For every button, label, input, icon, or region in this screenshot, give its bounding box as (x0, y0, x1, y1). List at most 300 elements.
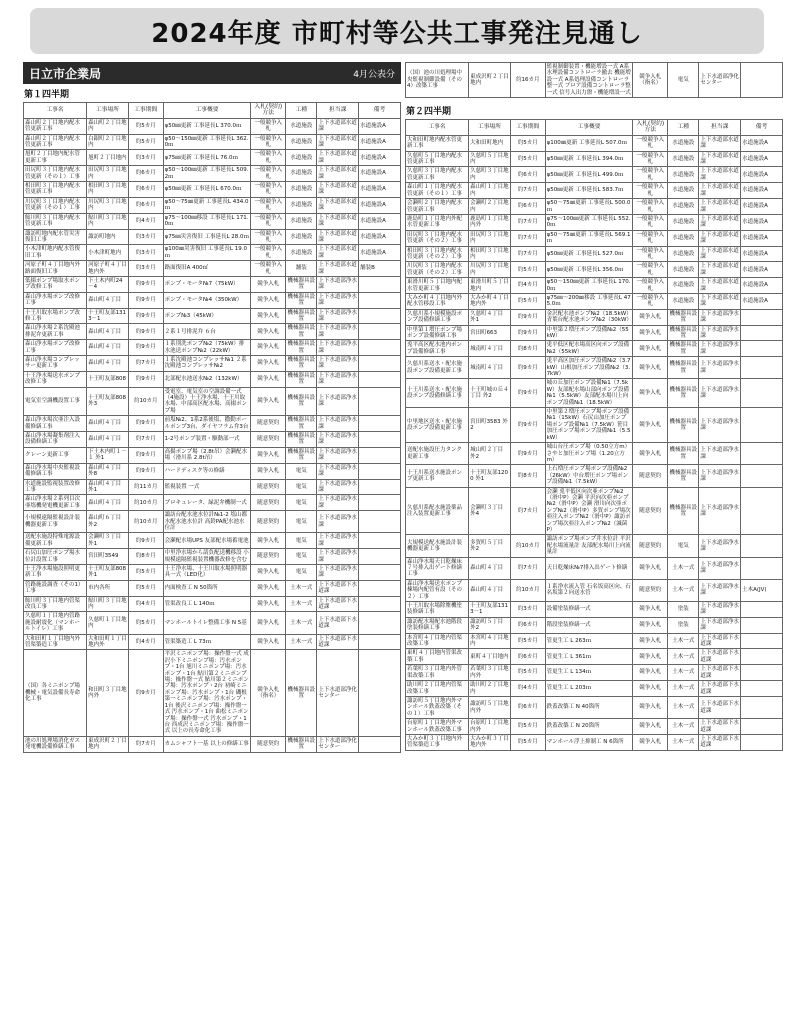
table-cell: 電気 (286, 511, 317, 533)
table-cell: 上下水道部浄水課 (318, 480, 357, 493)
table-cell: 約9カ月 (128, 416, 163, 432)
table-cell: 若葉町３丁目地内外管渠改築工事 (406, 665, 469, 681)
table-cell: 電気 (668, 63, 699, 98)
table-cell: 競争入札 (633, 443, 668, 465)
table-cell: 上下水道部浄水課 (699, 357, 741, 379)
table-cell: 競争入札 (633, 649, 668, 665)
table-row (24, 580, 401, 596)
table-cell: 城南町４丁目 (469, 357, 511, 379)
table-cell: 森山町４丁目 外8 (87, 463, 129, 479)
table-cell: 監視制御装置・機能増設一式 A系水理設備コントローラ撤去 機能増設一式 A系処理設備コントローラ整一式 ブロア設備コントローラ整一式 信号入出力盤・機能増設一式 (545, 63, 633, 98)
table-cell: 森山町２丁目地内配水管更新工事 (24, 118, 87, 134)
table-cell: 田尻町３丁目地内 (88, 167, 127, 180)
table-cell (359, 447, 401, 463)
table-cell: 機械器具設置 (287, 417, 315, 430)
table-cell: 諏訪町５丁目地内外マンホール鉄蓋改築（その１）工事 (406, 696, 469, 718)
table-cell: 諏訪配水場配水池階段塗装修繕工事 (406, 617, 469, 633)
table-cell: 管渠築造工 L 73ｍ (163, 634, 251, 650)
table-row (24, 197, 401, 213)
publish-note: 4月公表分 (353, 69, 395, 80)
table-row (24, 549, 401, 565)
table-cell: 一般競争入札 (633, 246, 668, 262)
table-cell: 約6カ月 (510, 649, 545, 665)
table-cell: 約5カ月 (128, 580, 163, 596)
table-cell: ２系１号排泥弁 ６台 (163, 324, 251, 340)
table-row (24, 182, 401, 198)
table-cell: 森山浄水場２系沈殿池排泥弁更新工事 (24, 324, 87, 340)
table-cell: 市内各所 (87, 580, 129, 596)
table-cell (359, 463, 401, 479)
table-row (24, 596, 401, 612)
table-cell: 約10カ月 (128, 387, 163, 416)
table-cell: 約3カ月 (128, 150, 163, 166)
table-cell: 約8カ月 (510, 465, 545, 487)
table-cell: 水道施設 (286, 213, 317, 229)
table-cell: 兎平低区配水場高区向ポンプ設備№2（55kW） (545, 341, 633, 357)
table-cell: 約9カ月 (128, 533, 163, 549)
table-cell: 東滑川町５丁目地内 (470, 279, 509, 292)
table-row (24, 511, 401, 533)
table-cell: 水道施設 (286, 229, 317, 245)
table-cell: 競争入札 (251, 463, 286, 479)
table-cell (741, 341, 783, 357)
table-row (406, 341, 783, 357)
table-cell: 森山浄水場次亜注入設備修繕工事 (24, 416, 87, 432)
table-cell: 久慈川系小規模施設ポンプ設備修繕工事 (406, 309, 469, 325)
table-cell (359, 432, 401, 448)
table-cell: 十王浄水場、十王川取水場照明器具一式（LED化） (163, 564, 251, 580)
table-cell: 水道施設 (286, 197, 317, 213)
table-cell: 上下水道部下水道課 (318, 581, 357, 595)
table-cell: 競争入札 (251, 371, 286, 387)
table-cell: 競争入札 (633, 557, 668, 579)
column-header: 工事場所 (469, 120, 511, 136)
column-header: 工事名 (406, 120, 469, 136)
table-cell: 大和田町１丁目地内外 (88, 635, 127, 649)
table-cell: 水道施設 (668, 230, 699, 246)
table-cell: 森山町４丁目 (87, 416, 129, 432)
table-cell (359, 387, 401, 416)
table-cell: 上下水道部浄水課 (317, 387, 359, 416)
table-cell: 水道施設A (359, 213, 401, 229)
table-cell (359, 371, 401, 387)
table-cell: 競争入札 (251, 387, 286, 416)
table-row (406, 199, 783, 215)
table-cell: φ75～100㎜更新 工事延長L 552.0ｍ (545, 214, 633, 230)
table-cell: 上下水道部水道課 (318, 230, 357, 243)
table-cell: 約9カ月 (510, 443, 545, 465)
table-cell: 水道施設 (668, 262, 699, 278)
table-cell: 池の川処理場消化ガス発電機設備修繕工事 (24, 736, 87, 752)
table-row (24, 650, 401, 736)
table-cell: 中里浄水場から請負配送機移設 小規模遠隔監視装置機器改修を含む (163, 549, 251, 565)
table-cell: 水道施設A (359, 134, 401, 150)
table-cell: 宮田町3549 (87, 549, 129, 565)
table-cell: 諏訪ポンプ場ポンプ井水位計 平沢配水場流量計 友部配水場川上向流量計 (545, 535, 633, 557)
table-cell: 森山浄水場天日乾燥床７号排入出ゲート修繕工事 (406, 557, 469, 579)
table-cell: 本宮町４丁目地内 (470, 634, 509, 648)
table-row (24, 324, 401, 340)
table-row (406, 151, 783, 167)
table-cell: 競争入札 (633, 681, 668, 697)
table-cell: 中里地区送水・配水施設ポンプ設備更新工事 (406, 408, 469, 443)
table-cell: 約3カ月 (128, 229, 163, 245)
table-cell: 水道施設 (668, 135, 699, 151)
table-cell: １系沈殿池コンプレッサ№1 ２系沈殿池コンプレッサ№2 (163, 356, 251, 372)
table-cell: 一般競争入札 (633, 151, 668, 167)
organization-name: 日立市企業局 (29, 66, 102, 81)
table-cell: 諏訪台配水池水位計№1-2 塩山都水配水池水位計 高鈴PA配水池水位計 (163, 511, 251, 533)
column-header: 備考 (741, 120, 783, 136)
table-cell: 上下水道部水道課 (700, 247, 739, 260)
table-cell: 一般競争入札 (633, 293, 668, 309)
table-cell: 水道施設 (668, 246, 699, 262)
table-cell: 鉄蓋改築工 N 40箇所 (545, 696, 633, 718)
table-cell: 土木A(JV) (741, 579, 783, 601)
table-cell: 土木一式 (668, 665, 699, 681)
table-cell: 一般競争入札 (633, 199, 668, 215)
table-cell: 和田町３丁目地内外 (87, 650, 129, 736)
table-cell: 上下水道部浄水課 (699, 408, 741, 443)
table-cell: 約9カ月 (510, 325, 545, 341)
table-cell: 機械器具設置 (668, 357, 699, 379)
table-cell: 電気 (286, 549, 317, 565)
table-cell: φ50㎜更新 工事延長L 499.0ｍ (545, 167, 633, 183)
table-cell: 会瀬 兎平低区向次亜ポンプ№2（滑中P）会瀬 平沢向次亜ポンプ№2（滑中P）会瀬 滑川向次亜ポンプ№2（滑中P）多賀ポンプ場次亜注入ポンプ№2（滑中P）諏訪ポンプ場次亜注入ポンプ№2（滅菌P） (545, 487, 633, 535)
table-cell: 旭町２丁目地内配水管更新工事 (24, 150, 87, 166)
works-table-q1 (23, 102, 401, 753)
table-cell: 一般競争入札 (251, 134, 286, 150)
table-cell: 大和田町地内配水管更新工事 (406, 135, 469, 151)
table-cell: 鮎川町３丁目地内 (88, 214, 127, 228)
table-cell: 水道施設A (359, 245, 401, 261)
table-cell: 上下水道部水道課 (318, 183, 357, 196)
table-cell: 管更生工 L 263ｍ (545, 633, 633, 649)
table-cell: 上下水道部浄水課 (318, 565, 357, 579)
table-cell: 水道施設 (668, 199, 699, 215)
table-cell: 機械器具設置 (287, 433, 315, 446)
table-cell: 水道施設A (741, 246, 783, 262)
column-header: 工事期間 (128, 103, 163, 119)
table-row (24, 495, 401, 511)
table-cell: 約6カ月 (128, 166, 163, 182)
table-row (406, 183, 783, 199)
table-cell: 水道施設A (741, 293, 783, 309)
table-cell (359, 580, 401, 596)
table-cell: 競争入札 (251, 564, 286, 580)
table-cell: 随意契約 (633, 487, 668, 535)
table-row (24, 447, 401, 463)
table-cell: 上下水道部浄水課 (318, 341, 357, 354)
table-cell: 管路施設調査（その1）工事 (24, 580, 87, 596)
table-cell: 低揚ポンプ場取水ポンプ改修工事 (24, 276, 87, 292)
table-cell: 一般競争入札 (251, 166, 286, 182)
table-cell: 十王町友部808 (87, 371, 129, 387)
table-cell: 競争入札 (633, 602, 668, 618)
table-cell: 会瀬配水場UPS 友部配水場蓄電池 (163, 533, 251, 549)
table-row (406, 734, 783, 750)
table-cell: 大みか町３丁目地内外 (470, 735, 509, 749)
table-cell: 約7カ月 (510, 183, 545, 199)
table-cell: 約5カ月 (510, 734, 545, 750)
table-cell: 宮田町663 (469, 325, 511, 341)
table-cell: 競争入札 (633, 341, 668, 357)
table-cell: 1-2号ポンプ装置・駆動部一式 (163, 432, 251, 448)
table-row (406, 293, 783, 309)
table-header-row (24, 103, 401, 119)
table-cell: 一般競争入札 (251, 245, 286, 261)
column-header: 工事期間 (510, 120, 545, 136)
table-cell: 随意契約 (251, 432, 286, 448)
table-row (406, 465, 783, 487)
table-row (406, 649, 783, 665)
table-row (24, 356, 401, 372)
table-cell: 上下水道部水道課 (700, 231, 739, 245)
table-cell: 機械器具設置 (286, 387, 317, 416)
table-cell: 機械器具設置 (287, 357, 315, 370)
table-cell: 上下水道部浄水課 (318, 464, 357, 478)
table-cell (741, 487, 783, 535)
table-cell: 水道施設 (286, 150, 317, 166)
table-cell: 石尻山加圧ポンプ場水位計設置工事 (24, 549, 87, 565)
table-cell: 川尻町３丁目地内配水管更新（その１）工事 (24, 197, 87, 213)
table-cell: 金沢配水池ポンプ№2（18.5kW）青葉台配水池ポンプ№2（30kW） (546, 310, 632, 324)
table-cell: 約9カ月 (128, 308, 163, 324)
table-cell: 上下水道部水道課 (318, 151, 357, 164)
table-cell: 一般競争入札 (251, 182, 286, 198)
table-cell: 電気 (286, 564, 317, 580)
table-cell: 機械器具設置 (668, 408, 699, 443)
table-cell: 舗装 (286, 261, 317, 277)
table-cell: 約9カ月 (128, 447, 163, 463)
table-cell: １系別洗ポンプ№2（75kW）排水池送ポンプ№2（22kW） (163, 340, 251, 356)
table-cell: （国）池の川処理場中央監視制御設備（その4）改築工事 (406, 63, 469, 98)
table-cell: 水道施設A (741, 167, 783, 183)
table-cell: 約5カ月 (510, 719, 545, 735)
table-cell: 約9カ月 (128, 340, 163, 356)
table-cell: 水道施設A (741, 230, 783, 246)
table-cell: 上下水道部下水道課 (700, 735, 739, 749)
table-cell (359, 308, 401, 324)
table-cell: 十王町友部808 外3 (87, 387, 129, 416)
table-cell: 川尻町３丁目地内 (470, 263, 509, 276)
table-cell: ポンプ№3（45kW） (163, 308, 251, 324)
column-header: 工事場所 (87, 103, 129, 119)
table-header-row (406, 120, 783, 136)
table-cell (741, 734, 783, 750)
table-cell: 森山浄水場２系列目次亜塩機発電機更新工事 (24, 495, 87, 511)
table-cell: 一般競争入札 (251, 229, 286, 245)
table-row (24, 612, 401, 634)
table-cell: 上下水道部浄水課 (700, 310, 739, 324)
table-cell: φ100㎜災害復旧 工事延長L 19.0ｍ (163, 245, 251, 261)
table-cell: 高揚ポンプ場（2.8t吊）会瀬配水場（滑川系 2.8t吊） (163, 447, 251, 463)
table-cell: 随意契約 (633, 535, 668, 557)
table-cell: 鮎川町３丁目地内 (88, 597, 127, 610)
table-cell: 競争入札 (251, 324, 286, 340)
table-cell: 競争入札 (251, 580, 286, 596)
table-cell: 鉄蓋改築工 N 20箇所 (545, 719, 633, 735)
table-cell: 約9カ月 (128, 463, 163, 479)
table-cell: 北部配水池送水№2（132kW） (163, 371, 251, 387)
table-cell: 約5カ月 (510, 262, 545, 278)
table-cell (359, 495, 401, 511)
table-row (406, 443, 783, 465)
column-header: 担当課 (699, 120, 741, 136)
table-cell: 上下水道部水道課 (700, 215, 739, 229)
table-cell: 土木一式 (286, 634, 317, 650)
table-cell: 大みか町４丁目地内外配水管移設工事 (406, 293, 469, 309)
table-cell: 川尻町３丁目地内配水管更新（その２）工事 (406, 262, 469, 278)
column-header: 工事概要 (545, 120, 633, 136)
table-cell: 管更生工 L 134ｍ (545, 665, 633, 681)
table-cell: 上下水道部水道課 (700, 279, 739, 292)
table-cell: 上下水道部浄水課 (699, 557, 741, 579)
table-cell: 約4カ月 (510, 681, 545, 697)
table-cell: 約3カ月 (128, 245, 163, 261)
table-cell: 電気室空調機設置工事 (24, 387, 87, 416)
table-cell: 上下水道部水道課 (318, 262, 357, 275)
table-row (406, 278, 783, 294)
column-header: 入札(契約)方法 (251, 103, 286, 119)
table-cell: 森山浄水場送水ポンプ棟場内配管有設（その２）工事 (406, 579, 469, 601)
table-cell: φ75㎜更新 工事延長L 76.0ｍ (163, 150, 251, 166)
table-cell: 上下水道部浄水課 (318, 277, 357, 291)
table-cell: 久慈町１丁目地内管路施設耐震化（マンホールトイレ）工事 (24, 612, 87, 634)
table-cell: 久慈川系配水施設薬品注入装置更新工事 (406, 487, 469, 535)
table-cell: 城山台圧ポンプ場（0.50立方m）さやと加圧ポンプ場（1.20立方m） (545, 443, 633, 465)
table-cell: ポンプ・モータ№7（75kW） (163, 276, 251, 292)
table-cell: 約9カ月 (510, 379, 545, 408)
table-cell: 鹿島町１丁目地内外配水管更新工事 (406, 214, 469, 230)
table-cell: 森山浄水場ポンプ改修工事 (24, 292, 87, 308)
table-cell: 機械器具設置 (287, 293, 315, 307)
table-cell: 河原子町４丁目地内外路面復旧工事 (24, 261, 87, 277)
table-cell: 相田町３丁目地内 (470, 247, 509, 260)
table-cell: 十王浄水場施設照明更新工事 (24, 564, 87, 580)
table-cell: 土木一式 (668, 719, 699, 735)
table-cell: 約6カ月 (128, 182, 163, 198)
table-cell: 十王川取水場除塵機塗装修繕工事 (406, 602, 469, 618)
table-row (406, 602, 783, 618)
table-cell: 水道施設監視装置改修工事 (24, 479, 87, 495)
table-cell: 上下水道部浄水課 (318, 417, 357, 430)
table-cell: 約10カ月 (510, 535, 545, 557)
table-cell (741, 379, 783, 408)
table-cell: 一般競争入札 (251, 150, 286, 166)
table-cell: 土木一式 (286, 612, 317, 634)
table-cell: 久慈町３丁目地内配水管更新工事 (406, 167, 469, 183)
column-header: 工種 (286, 103, 317, 119)
table-cell: 鮎川町３丁目地内管渠改良工事 (24, 596, 87, 612)
table-cell: 水道施設 (668, 293, 699, 309)
table-row (24, 134, 401, 150)
table-cell: 中里第２増圧ポンプ設備№2（55kW） (545, 325, 633, 341)
table-cell: 森山町４丁目 (87, 340, 129, 356)
table-cell: 約6カ月 (128, 197, 163, 213)
table-row (24, 479, 401, 495)
table-cell: 水道施設A (741, 278, 783, 294)
table-cell: 機械器具設置 (286, 650, 317, 736)
table-cell: 会瀬町３丁目 外1 (87, 533, 129, 549)
table-cell: 台原町１丁目地内外 (470, 720, 509, 733)
table-cell: マンホール浮上抑制工 N 6箇所 (545, 734, 633, 750)
table-cell: 兎平高区加圧ポンプ設備№2（3.7kW）山根加圧ポンプ設備№2（3.7kW） (545, 357, 633, 379)
table-cell: 約6カ月 (510, 167, 545, 183)
table-row (24, 340, 401, 356)
table-cell: 上下水道部浄水課 (318, 309, 357, 322)
table-cell: 機械器具設置 (669, 326, 697, 339)
table-cell: 約9カ月 (128, 324, 163, 340)
table-cell: 一般競争入札 (251, 118, 286, 134)
table-row (406, 246, 783, 262)
table-cell: 森山町１丁目地内 (470, 184, 509, 197)
table-cell: 約5カ月 (128, 118, 163, 134)
table-row (406, 262, 783, 278)
table-cell (741, 665, 783, 681)
table-cell: 競争入札 (251, 292, 286, 308)
table-cell: 水道施設 (286, 166, 317, 182)
table-cell: 機械器具設置 (287, 372, 315, 386)
table-cell: 約4カ月 (510, 278, 545, 294)
table-cell: 土木一式 (286, 596, 317, 612)
table-cell: 随意契約 (251, 416, 286, 432)
table-cell (741, 465, 783, 487)
table-cell: 水道施設A (741, 199, 783, 215)
table-cell: 十王町友部1313－1 (469, 602, 511, 618)
table-cell: 約7カ月 (510, 557, 545, 579)
table-cell: 十王川系送水施設ポンプ更新工事 (406, 465, 469, 487)
table-row (406, 357, 783, 379)
table-cell: 一般競争入札 (251, 213, 286, 229)
table-cell: 森山浄水場中央監視設備修繕工事 (24, 463, 87, 479)
table-cell: 一般競争入札 (633, 230, 668, 246)
table-row (24, 371, 401, 387)
table-cell: 大和田町地内 (469, 135, 511, 151)
table-cell: φ100㎜更新 工事延長L 507.0ｍ (545, 135, 633, 151)
table-cell: 旭町２丁目地内 (87, 150, 129, 166)
table-cell: ハードディスク等の修繕 (163, 463, 251, 479)
table-cell: 約4カ月 (128, 213, 163, 229)
table-row (24, 166, 401, 182)
table-cell: 上下水道部浄水課 (699, 579, 741, 601)
column-header: 備考 (359, 103, 401, 119)
table-cell: 競争入札 (251, 596, 286, 612)
table-cell: 機械器具設置 (668, 379, 699, 408)
table-cell (359, 276, 401, 292)
table-cell: 競争入札 (251, 276, 286, 292)
table-cell: 宮田町3583 外2 (469, 408, 511, 443)
table-cell: 一般競争入札 (633, 278, 668, 294)
table-cell: φ50～100㎜更新 工事延長L 509.2ｍ (163, 166, 251, 182)
table-row (406, 617, 783, 633)
table-cell: 約7カ月 (128, 356, 163, 372)
table-cell: 電気 (668, 535, 699, 557)
table-cell: 土木一式 (668, 649, 699, 665)
column-header: 入札(契約)方法 (633, 120, 668, 136)
table-cell: 機械器具設置 (287, 277, 315, 291)
table-cell: 約10カ月 (510, 579, 545, 601)
table-cell: 上下水道部浄化センター (699, 63, 741, 98)
table-cell: 森山町４丁目 外1 (87, 479, 129, 495)
table-row (24, 463, 401, 479)
table-cell: 設備塗装修繕一式 (545, 602, 633, 618)
table-cell: 階段塗装修繕一式 (545, 617, 633, 633)
table-cell: 約5カ月 (510, 151, 545, 167)
table-cell: 約6カ月 (510, 696, 545, 718)
table-cell: 随意契約 (251, 736, 286, 752)
table-cell: 路面復旧A 400㎡ (163, 261, 251, 277)
